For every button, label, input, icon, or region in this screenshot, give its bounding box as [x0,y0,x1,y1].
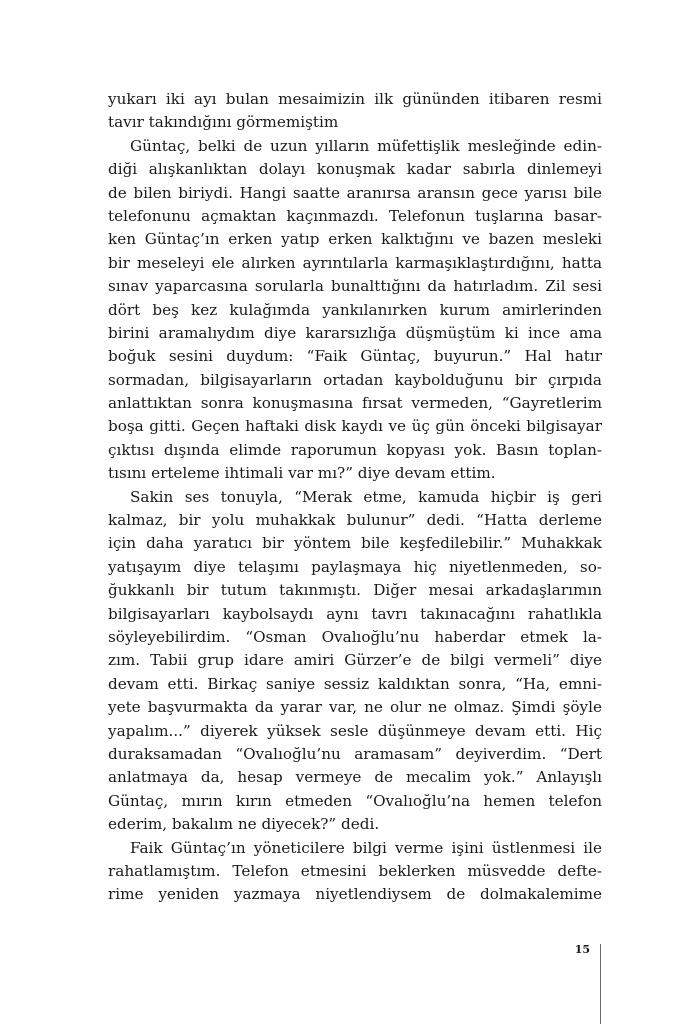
text-line: tısını erteleme ihtimali var mı?” diye devam ettim. [108,464,496,483]
text-line: boşa gitti. Geçen haftaki disk kaydı ve üç gün önceki bilgisayar [108,417,602,436]
text-line: Sakin ses tonuyla, “Merak etme, kamuda hiçbir iş geri [130,487,602,506]
text-line: ken Güntaç’ın erken yatıp erken kalktığını ve bazen mesleki [108,230,602,249]
text-line: bir meseleyi ele alırken ayrıntılarla karmaşıklaştırdığını, hatta [108,253,602,272]
body-text [108,88,602,907]
text-line: söyleyebilirdim. “Osman Ovalıoğlu’nu haberdar etmek la- [108,627,602,646]
text-line: ğukkanlı bir tutum takınmıştı. Diğer mesai arkadaşlarımın [108,581,602,600]
text-line: Güntaç, belki de uzun yılların müfettişlik mesleğinde edin- [130,136,602,155]
text-line: diği alışkanlıktan dolayı konuşmak kadar sabırla dinlemeyi [108,160,602,179]
text-line: Güntaç, mırın kırın etmeden “Ovalıoğlu’na hemen telefon [108,791,602,810]
text-line: de bilen biriydi. Hangi saatte aranırsa aransın gece yarısı bile [108,183,602,202]
text-line: ederim, bakalım ne diyecek?” dedi. [108,815,380,834]
text-line: anlatmaya da, hesap vermeye de mecalim yok.” Anlayışlı [108,768,602,787]
text-line: duraksamadan “Ovalıoğlu’nu aramasam” deyiverdim. “Dert [108,744,602,763]
text-line: bilgisayarları kaybolsaydı aynı tavrı takınacağını rahatlıkla [108,604,602,623]
text-line: Faik Güntaç’ın yöneticilere bilgi verme işini üstlenmesi ile [130,838,602,857]
text-line: birini aramalıydım diye kararsızlığa düşmüştüm ki ince ama [108,323,602,342]
text-line: tavır takındığını görmemiştim [108,113,339,132]
text-line: çıktısı dışında elimde raporumun kopyası yok. Basın toplan- [108,440,602,459]
text-line: yatışayım diye telaşımı paylaşmaya hiç niyetlenmeden, so- [108,557,602,576]
text-line: devam etti. Birkaç saniye sessiz kaldıktan sonra, “Ha, emni- [108,674,602,693]
text-line: sormadan, bilgisayarların ortadan kaybolduğunu bir çırpıda [108,370,602,389]
text-line: yete başvurmakta da yarar var, ne olur ne olmaz. Şimdi şöyle [108,698,602,717]
text-line: anlattıktan sonra konuşmasına fırsat vermeden, “Gayretlerim [108,394,602,413]
text-line: dört beş kez kulağımda yankılanırken kurum amirlerinden [108,300,602,319]
text-line: rime yeniden yazmaya niyetlendiysem de dolmakalemime [108,885,602,904]
page-edge-rule [600,944,601,1024]
text-line: telefonunu açmaktan kaçınmazdı. Telefonun tuşlarına basar- [108,206,602,225]
text-line: rahatlamıştım. Telefon etmesini beklerken müsvedde defte- [108,861,602,880]
text-line: yukarı iki ayı bulan mesaimizin ilk gününden itibaren resmi [108,90,602,108]
text-line: zım. Tabii grup idare amiri Gürzer’e de bilgi vermeli” diye [108,651,602,670]
text-line: için daha yaratıcı bir yöntem bile keşfedilebilir.” Muhakkak [108,534,602,553]
page-number: 15 [574,943,590,956]
text-line: boğuk sesini duydum: “Faik Güntaç, buyurun.” Hal hatır [108,347,602,366]
text-line: kalmaz, bir yolu muhakkak bulunur” dedi. “Hatta derleme [108,511,602,530]
text-line: sınav yaparcasına sorularla bunalttığını da hatırladım. Zil sesi [108,277,602,296]
text-line: yapalım...” diyerek yüksek sesle düşünmeye devam etti. Hiç [108,721,602,740]
